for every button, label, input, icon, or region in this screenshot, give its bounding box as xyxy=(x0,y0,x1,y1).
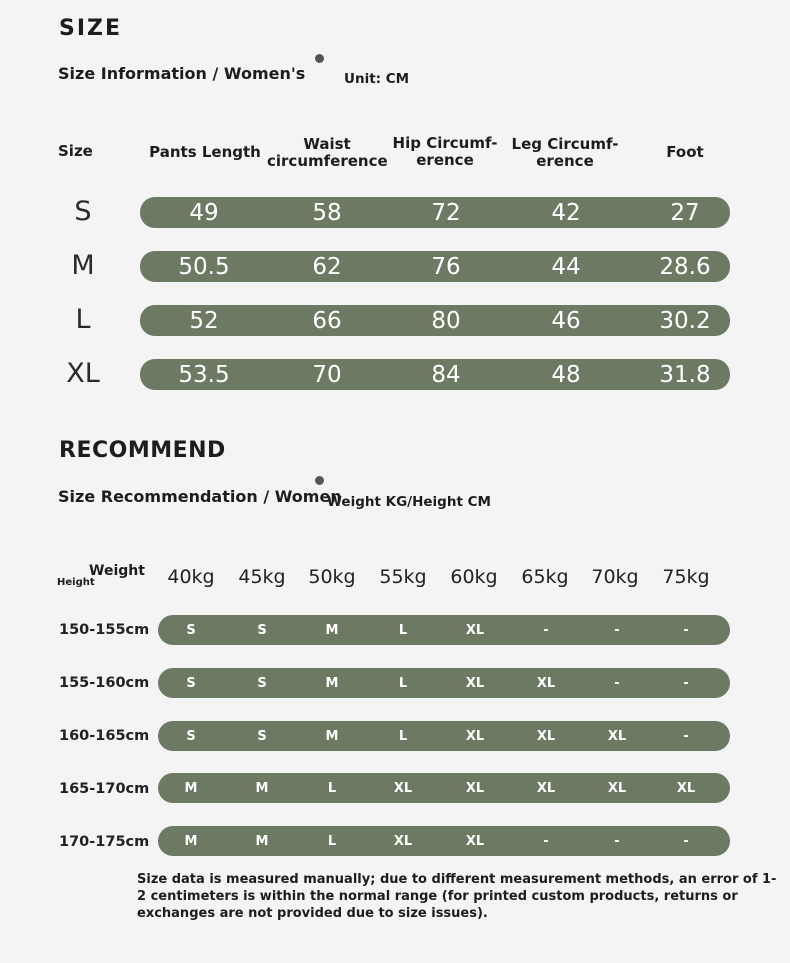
cell: XL xyxy=(607,780,627,796)
table-row xyxy=(158,826,730,856)
cell: 28.6 xyxy=(659,253,711,280)
table-row xyxy=(140,305,730,336)
table-row xyxy=(140,251,730,282)
height-label: 165-170cm xyxy=(59,781,150,797)
height-label: 160-165cm xyxy=(59,728,150,744)
size-label: S xyxy=(74,196,92,227)
cell: S xyxy=(257,675,267,691)
cell: M xyxy=(325,675,339,691)
table-row xyxy=(158,773,730,803)
cell: M xyxy=(255,833,269,849)
cell: 72 xyxy=(431,199,461,226)
size-subtitle: Size Information / Women's xyxy=(58,64,306,83)
leg-header: Leg Circumf- erence xyxy=(511,135,619,170)
cell: 53.5 xyxy=(178,361,230,388)
corner-height-label: Height xyxy=(57,577,95,588)
cell: 42 xyxy=(551,199,581,226)
cell: XL xyxy=(465,780,485,796)
size-label: M xyxy=(71,250,95,281)
bullet-dot-icon xyxy=(315,54,324,63)
cell: XL xyxy=(465,728,485,744)
weight-header: 70kg xyxy=(591,566,639,588)
table-row xyxy=(158,615,730,645)
cell: M xyxy=(255,780,269,796)
cell: XL xyxy=(607,728,627,744)
cell: 50.5 xyxy=(178,253,230,280)
cell: - xyxy=(683,622,689,638)
size-note: Size data is measured manually; due to different measurement methods, an error of 1-2 centimeters is within the normal range (for printed custom products, returns or exchanges are not provided due to size issues). xyxy=(137,872,777,921)
cell: - xyxy=(614,833,620,849)
weight-header: 55kg xyxy=(379,566,427,588)
table-row xyxy=(158,721,730,751)
cell: 30.2 xyxy=(659,307,711,334)
pants-length-header: Pants Length xyxy=(149,143,261,161)
cell: 48 xyxy=(551,361,581,388)
cell: XL xyxy=(465,675,485,691)
size-header: Size xyxy=(58,142,93,160)
cell: 76 xyxy=(431,253,461,280)
corner-weight-label: Weight xyxy=(89,563,145,579)
cell: - xyxy=(683,728,689,744)
cell: 52 xyxy=(189,307,219,334)
cell: XL xyxy=(393,833,413,849)
cell: XL xyxy=(465,622,485,638)
size-label: XL xyxy=(66,358,100,389)
cell: XL xyxy=(465,833,485,849)
cell: M xyxy=(325,728,339,744)
cell: 70 xyxy=(312,361,342,388)
cell: 84 xyxy=(431,361,461,388)
size-title: SIZE xyxy=(59,16,123,41)
cell: M xyxy=(325,622,339,638)
cell: 80 xyxy=(431,307,461,334)
weight-header: 65kg xyxy=(521,566,569,588)
recommend-unit: Weight KG/Height CM xyxy=(327,494,491,510)
waist-header: Waist circumference xyxy=(267,135,388,170)
height-label: 150-155cm xyxy=(59,622,150,638)
recommend-subtitle: Size Recommendation / Women xyxy=(58,487,342,506)
weight-header: 40kg xyxy=(167,566,215,588)
table-row xyxy=(158,668,730,698)
cell: XL xyxy=(536,728,556,744)
size-label: L xyxy=(75,304,91,335)
cell: L xyxy=(327,780,337,796)
cell: 49 xyxy=(189,199,219,226)
cell: - xyxy=(683,833,689,849)
table-row xyxy=(140,359,730,390)
cell: 46 xyxy=(551,307,581,334)
cell: S xyxy=(186,675,196,691)
table-row xyxy=(140,197,730,228)
cell: M xyxy=(184,780,198,796)
cell: L xyxy=(398,675,408,691)
cell: - xyxy=(543,622,549,638)
hip-header: Hip Circumf- erence xyxy=(392,134,498,169)
weight-header: 60kg xyxy=(450,566,498,588)
weight-header: 50kg xyxy=(308,566,356,588)
cell: - xyxy=(543,833,549,849)
cell: S xyxy=(257,728,267,744)
cell: 66 xyxy=(312,307,342,334)
bullet-dot-icon xyxy=(315,476,324,485)
recommend-title: RECOMMEND xyxy=(59,438,226,463)
size-unit: Unit: CM xyxy=(344,71,410,87)
weight-header: 75kg xyxy=(662,566,710,588)
cell: L xyxy=(398,622,408,638)
cell: - xyxy=(683,675,689,691)
cell: 27 xyxy=(670,199,700,226)
height-label: 170-175cm xyxy=(59,834,150,850)
weight-header: 45kg xyxy=(238,566,286,588)
cell: - xyxy=(614,622,620,638)
cell: L xyxy=(327,833,337,849)
cell: XL xyxy=(676,780,696,796)
height-label: 155-160cm xyxy=(59,675,150,691)
cell: 58 xyxy=(312,199,342,226)
cell: L xyxy=(398,728,408,744)
cell: 62 xyxy=(312,253,342,280)
cell: 44 xyxy=(551,253,581,280)
foot-header: Foot xyxy=(666,143,704,161)
cell: S xyxy=(186,728,196,744)
cell: XL xyxy=(536,780,556,796)
cell: XL xyxy=(393,780,413,796)
cell: S xyxy=(257,622,267,638)
cell: M xyxy=(184,833,198,849)
cell: XL xyxy=(536,675,556,691)
cell: S xyxy=(186,622,196,638)
cell: 31.8 xyxy=(659,361,711,388)
cell: - xyxy=(614,675,620,691)
